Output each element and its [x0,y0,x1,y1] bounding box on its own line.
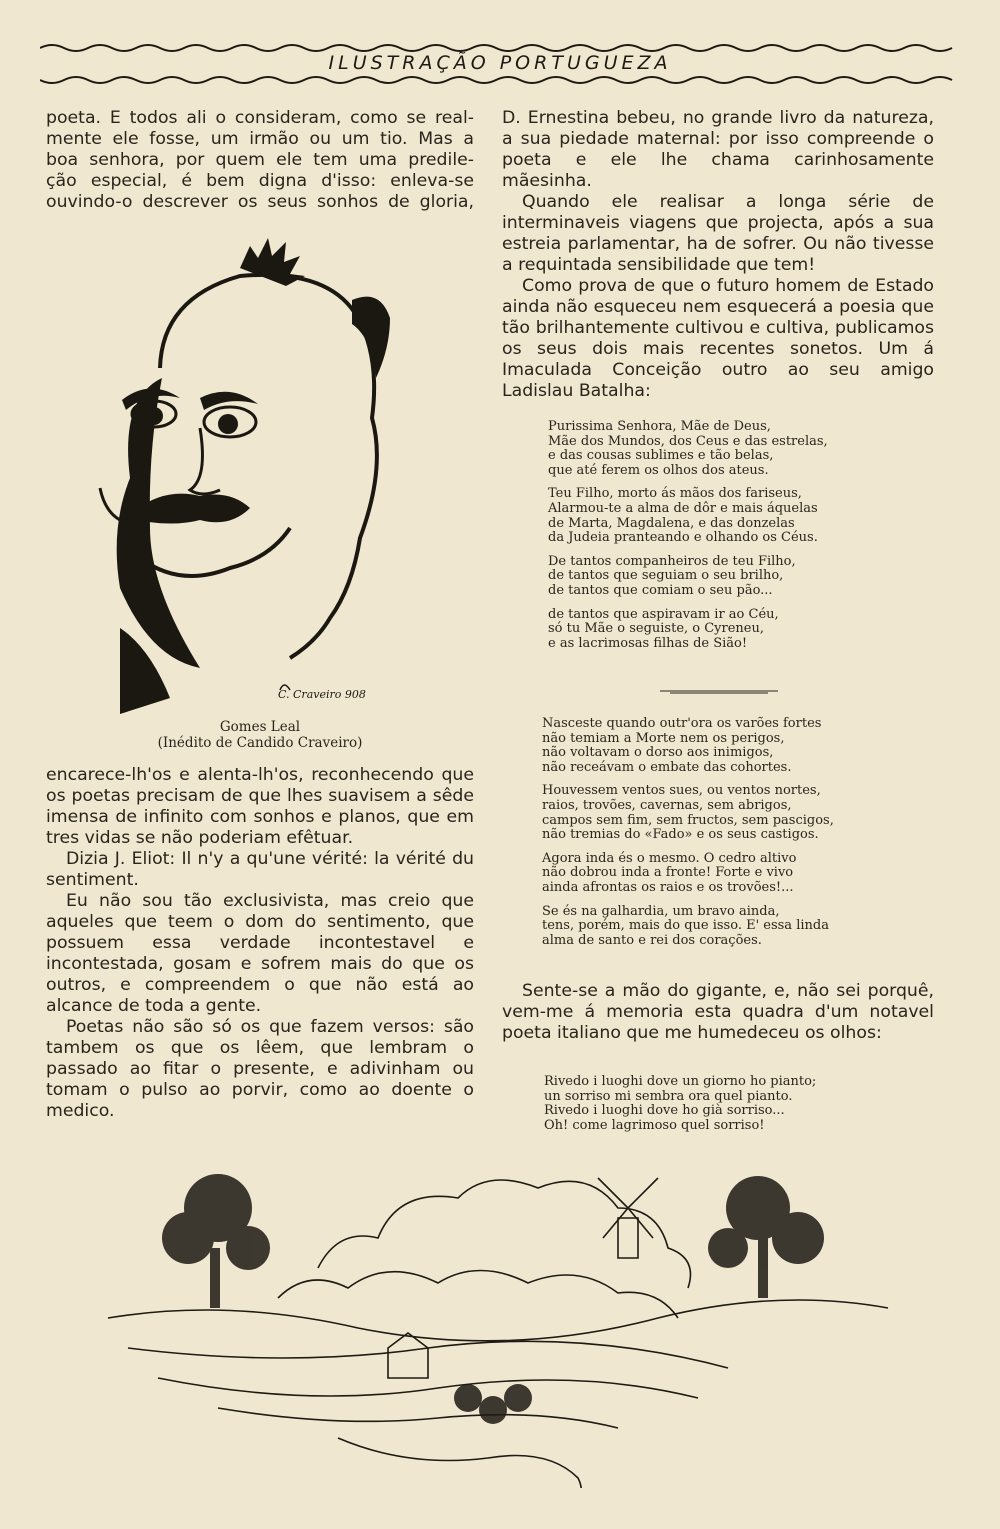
caption-name: Gomes Leal [219,719,301,735]
verse-line: raios, trovões, cavernas, sem abrigos, [542,797,792,813]
verse-line: Purissima Senhora, Mãe de Deus, [548,419,771,434]
text-line: mente ele fosse, um irmão ou um tio. Mas a [46,129,474,149]
sonnet-ladislau-batalha [542,717,834,957]
stanza [548,487,828,545]
verse-line: Teu Filho, morto ás mãos dos fariseus, [548,486,802,502]
paragraph: Quando ele realisar a longa série de interminaveis viagens que projecta, após a sua estreia parlamentar, ha de sofrer. Ou não tivesse a requintada sensibilidade que tem! [502,192,934,275]
text-line: ouvindo-o descrever os seus sonhos de gloria, [46,192,474,212]
verse-line: de tantos que seguiam o seu brilho, [548,568,784,584]
paragraph: Poetas não são só os que fazem versos: são tambem os que os lêem, que lembram o passado ao fitar o presente, e adivinham ou tomam o pulso ao porvir, como ao doente o medico. [46,1017,474,1121]
verse-line: Nasceste quando outr'ora os varões fortes [542,716,822,731]
text-line: poeta. E todos ali o consideram, como se real- [46,108,474,128]
verse-line: e as lacrimosas filhas de Sião! [548,635,748,651]
verse-line: Mãe dos Mundos, dos Ceus e das estrelas, [548,433,828,449]
verse-line: da Judeia pranteando e olhando os Céus. [548,530,818,546]
text-line: ção especial, é bem digna d'isso: enleva-se [46,171,474,191]
verse-line: alma de santo e rei dos corações. [542,932,762,948]
left-column-body [46,765,474,1122]
stanza [548,420,828,478]
verse-line: tens, porém, mais do que isso. E' essa linda [542,918,829,934]
paragraph: D. Ernestina bebeu, no grande livro da natureza, a sua piedade maternal: por isso compreende o poeta e ele lhe chama carinhosamente mãesinha. [502,108,934,191]
verse-line: campos sem fim, sem fructos, sem pascigos, [542,812,834,828]
portrait-caricature-image [90,228,390,714]
right-column-closing [502,981,934,1044]
verse-line: não voltavam o dorso aos inimigos, [542,745,774,761]
paragraph: Sente-se a mão do gigante, e, não sei porquê, vem-me á memoria esta quadra d'um notavel poeta italiano que me humedeceu os olhos: [502,981,934,1043]
paragraph: encarece-lh'os e alenta-lh'os, reconhecendo que os poetas precisam de que lhes suavisem a sêde imensa de infinito com sonhos e planos, que em tres vidas se não poderiam efêtuar. [46,765,474,848]
stanza [542,784,834,842]
right-column-body [502,108,934,402]
verse-line: ainda afrontas os raios e os trovões!... [542,879,794,895]
verse-line: Agora inda és o mesmo. O cedro altivo [542,850,797,866]
verse-line: un sorriso mi sembra ora quel pianto. [544,1088,793,1104]
verse-line: que até ferem os olhos dos ateus. [548,462,769,478]
stanza [548,608,828,652]
verse-line: só tu Mãe o seguiste, o Cyreneu, [548,621,765,637]
text-line: boa senhora, por quem ele tem uma predile- [46,150,474,170]
stanza [542,905,834,949]
verse-line: não temiam a Morte nem os perigos, [542,730,785,746]
sonnet-immaculate-conception [548,420,828,660]
paragraph: Dizia J. Eliot: Il n'y a qu'une vérité: la vérité du sentiment. [46,849,474,890]
landscape-vignette-image [98,1148,898,1488]
masthead-title: ILUSTRAÇÃO PORTUGUEZA [328,52,672,74]
verse-line: não tremias do «Fado» e os seus castigos. [542,827,819,843]
verse-line: Se és na galhardia, um bravo ainda, [542,903,780,919]
paragraph: Eu não sou tão exclusivista, mas creio que aqueles que teem o dom do sentimento, que possuem essa verdade incontestavel e incontestada, gosam e sofrem mais do que os outros, e compreendem o que não está ao alcance de toda a gente. [46,891,474,1016]
verse-line: Houvessem ventos sues, ou ventos nortes, [542,783,821,799]
portrait-caption [90,719,430,751]
signature-text: C. Craveiro 908 [278,688,366,701]
verse-line: de Marta, Magdalena, e das donzelas [548,515,795,531]
verse-line: Alarmou-te a alma de dôr e mais áquelas [548,500,818,516]
left-column-top [46,108,474,213]
stanza [542,852,834,896]
header-wave-bottom [40,72,960,88]
caption-credit: (Inédito de Candido Craveiro) [157,735,363,751]
italian-quatrain [544,1075,816,1133]
verse-line: de tantos que comiam o seu pão... [548,582,773,598]
stanza [542,717,834,775]
stanza [548,555,828,599]
verse-line: Rivedo i luoghi dove ho già sorriso... [544,1103,785,1119]
verse-line: de tantos que aspiravam ir ao Céu, [548,606,779,622]
verse-line: não dobrou inda a fronte! Forte e vivo [542,865,794,881]
section-divider [660,690,778,694]
paragraph: Como prova de que o futuro homem de Estado ainda não esqueceu nem esquecerá a poesia que tão brilhantemente cultivou e cultiva, publicamos os seus dois mais recentes sonetos. Um á Imaculada Conceição outro ao seu amigo Ladislau Batalha: [502,276,934,401]
verse-line: e das cousas sublimes e tão belas, [548,448,774,464]
verse-line: Rivedo i luoghi dove un giorno ho pianto; [544,1074,817,1089]
verse-line: Oh! come lagrimoso quel sorriso! [544,1117,765,1133]
verse-line: De tantos companheiros de teu Filho, [548,553,796,569]
verse-line: não receávam o embate das cohortes. [542,759,792,775]
